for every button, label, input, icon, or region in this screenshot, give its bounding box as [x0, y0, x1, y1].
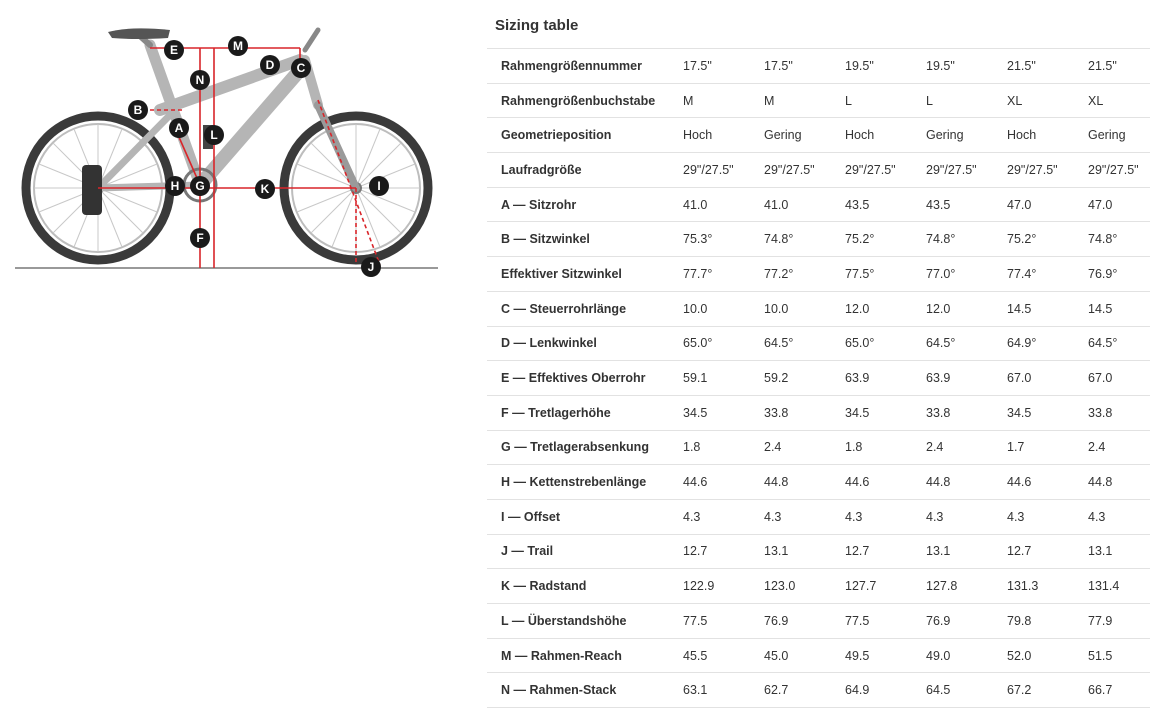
table-row	[487, 534, 1150, 569]
table-cell: 76.9	[926, 604, 1007, 639]
table-cell: 63.9	[845, 361, 926, 396]
table-cell: 49.5	[845, 638, 926, 673]
table-cell: 29"/27.5"	[1007, 153, 1088, 188]
table-cell: 1.8	[845, 430, 926, 465]
table-cell: 63.9	[926, 361, 1007, 396]
table-cell: 29"/27.5"	[764, 153, 845, 188]
table-cell: 43.5	[926, 187, 1007, 222]
table-cell: 75.3°	[683, 222, 764, 257]
table-cell: 63.1	[683, 673, 764, 708]
svg-text:J: J	[367, 260, 375, 274]
table-cell: 4.3	[845, 499, 926, 534]
table-cell: 64.5°	[764, 326, 845, 361]
svg-text:E: E	[169, 43, 179, 57]
svg-text:M: M	[233, 39, 243, 53]
row-label: A — Sitzrohr	[487, 187, 683, 222]
table-cell: 4.3	[1007, 499, 1088, 534]
row-label: H — Kettenstrebenlänge	[487, 465, 683, 500]
row-label: Rahmengrößennummer	[487, 49, 683, 84]
table-cell: 59.1	[683, 361, 764, 396]
row-label: G — Tretlagerabsenkung	[487, 430, 683, 465]
marker-i-icon	[369, 176, 389, 196]
table-cell: 64.5	[926, 673, 1007, 708]
table-cell: 77.9	[1088, 604, 1150, 639]
table-cell: 14.5	[1088, 291, 1150, 326]
row-label: F — Tretlagerhöhe	[487, 395, 683, 430]
table-cell: 1.8	[683, 430, 764, 465]
marker-e-icon	[164, 40, 184, 60]
table-cell: 59.2	[764, 361, 845, 396]
table-cell: 41.0	[764, 187, 845, 222]
table-row	[487, 118, 1150, 153]
table-cell: Hoch	[1007, 118, 1088, 153]
table-cell: 51.5	[1088, 638, 1150, 673]
row-label: D — Lenkwinkel	[487, 326, 683, 361]
table-cell: 4.3	[764, 499, 845, 534]
table-cell: 21.5"	[1088, 49, 1150, 84]
table-cell: 64.5°	[926, 326, 1007, 361]
table-row	[487, 291, 1150, 326]
table-cell: Gering	[926, 118, 1007, 153]
table-cell: 47.0	[1088, 187, 1150, 222]
saddle	[108, 28, 170, 39]
table-cell: 4.3	[1088, 499, 1150, 534]
table-row	[487, 604, 1150, 639]
table-cell: 29"/27.5"	[845, 153, 926, 188]
row-label: Effektiver Sitzwinkel	[487, 257, 683, 292]
table-cell: 44.8	[1088, 465, 1150, 500]
table-row	[487, 430, 1150, 465]
table-cell: 67.2	[1007, 673, 1088, 708]
table-cell: 33.8	[926, 395, 1007, 430]
row-label: Geometrieposition	[487, 118, 683, 153]
table-cell: 19.5"	[926, 49, 1007, 84]
table-cell: 75.2°	[1007, 222, 1088, 257]
table-row	[487, 395, 1150, 430]
rear-derailleur	[82, 165, 102, 215]
table-cell: 10.0	[683, 291, 764, 326]
table-cell: 34.5	[683, 395, 764, 430]
table-cell: 1.7	[1007, 430, 1088, 465]
table-row	[487, 673, 1150, 708]
table-cell: 13.1	[764, 534, 845, 569]
row-label: J — Trail	[487, 534, 683, 569]
table-cell: 12.7	[683, 534, 764, 569]
table-cell: Gering	[1088, 118, 1150, 153]
row-label: B — Sitzwinkel	[487, 222, 683, 257]
table-cell: 43.5	[845, 187, 926, 222]
table-cell: 77.5	[845, 604, 926, 639]
row-label: Laufradgröße	[487, 153, 683, 188]
table-cell: 14.5	[1007, 291, 1088, 326]
table-row	[487, 326, 1150, 361]
table-row	[487, 187, 1150, 222]
table-row	[487, 465, 1150, 500]
table-cell: 49.0	[926, 638, 1007, 673]
table-cell: 66.7	[1088, 673, 1150, 708]
table-cell: 74.8°	[764, 222, 845, 257]
table-cell: 33.8	[764, 395, 845, 430]
table-row	[487, 499, 1150, 534]
table-cell: 12.7	[845, 534, 926, 569]
svg-text:A: A	[174, 121, 184, 135]
table-cell: 33.8	[1088, 395, 1150, 430]
table-cell: 45.5	[683, 638, 764, 673]
table-row	[487, 83, 1150, 118]
table-cell: 4.3	[683, 499, 764, 534]
marker-k-icon	[255, 179, 275, 199]
table-cell: 12.0	[926, 291, 1007, 326]
table-cell: 67.0	[1088, 361, 1150, 396]
table-cell: 64.9°	[1007, 326, 1088, 361]
table-cell: 65.0°	[845, 326, 926, 361]
table-cell: 131.4	[1088, 569, 1150, 604]
table-cell: 77.4°	[1007, 257, 1088, 292]
table-cell: 2.4	[926, 430, 1007, 465]
marker-h-icon	[165, 176, 185, 196]
table-cell: 45.0	[764, 638, 845, 673]
table-cell: XL	[1007, 83, 1088, 118]
table-row	[487, 257, 1150, 292]
svg-text:B: B	[133, 103, 143, 117]
row-label: L — Überstandshöhe	[487, 604, 683, 639]
row-label: C — Steuerrohrlänge	[487, 291, 683, 326]
marker-m-icon	[228, 36, 248, 56]
table-cell: 77.2°	[764, 257, 845, 292]
table-cell: 4.3	[926, 499, 1007, 534]
table-cell: 17.5"	[683, 49, 764, 84]
table-cell: 127.7	[845, 569, 926, 604]
svg-text:K: K	[260, 182, 270, 196]
table-cell: 44.6	[1007, 465, 1088, 500]
table-cell: 75.2°	[845, 222, 926, 257]
table-cell: 77.5°	[845, 257, 926, 292]
table-cell: 47.0	[1007, 187, 1088, 222]
table-cell: M	[764, 83, 845, 118]
table-cell: 76.9°	[1088, 257, 1150, 292]
marker-c-icon	[291, 58, 311, 78]
row-label: K — Radstand	[487, 569, 683, 604]
table-cell: 74.8°	[926, 222, 1007, 257]
table-cell: 67.0	[1007, 361, 1088, 396]
table-cell: 29"/27.5"	[1088, 153, 1150, 188]
table-cell: 34.5	[845, 395, 926, 430]
table-cell: 44.6	[845, 465, 926, 500]
svg-text:D: D	[265, 58, 275, 72]
table-cell: 44.8	[926, 465, 1007, 500]
table-cell: 64.9	[845, 673, 926, 708]
table-cell: 34.5	[1007, 395, 1088, 430]
table-cell: 127.8	[926, 569, 1007, 604]
table-cell: 12.7	[1007, 534, 1088, 569]
svg-text:H: H	[170, 179, 180, 193]
table-cell: 10.0	[764, 291, 845, 326]
table-cell: 29"/27.5"	[926, 153, 1007, 188]
table-cell: 77.0°	[926, 257, 1007, 292]
table-cell: 13.1	[1088, 534, 1150, 569]
svg-text:G: G	[195, 179, 205, 193]
table-row	[487, 638, 1150, 673]
table-row	[487, 361, 1150, 396]
bike-geometry-diagram	[0, 0, 450, 300]
row-label: N — Rahmen-Stack	[487, 673, 683, 708]
table-cell: 77.7°	[683, 257, 764, 292]
table-cell: 122.9	[683, 569, 764, 604]
table-cell: Hoch	[845, 118, 926, 153]
table-cell: 19.5"	[845, 49, 926, 84]
table-cell: XL	[1088, 83, 1150, 118]
marker-f-icon	[190, 228, 210, 248]
marker-g-icon	[190, 176, 210, 196]
table-cell: Hoch	[683, 118, 764, 153]
table-row	[487, 222, 1150, 257]
marker-b-icon	[128, 100, 148, 120]
row-label: M — Rahmen-Reach	[487, 638, 683, 673]
table-cell: 2.4	[764, 430, 845, 465]
row-label: Rahmengrößenbuchstabe	[487, 83, 683, 118]
table-cell: 131.3	[1007, 569, 1088, 604]
table-cell: 76.9	[764, 604, 845, 639]
table-cell: 41.0	[683, 187, 764, 222]
table-cell: L	[926, 83, 1007, 118]
table-cell: 123.0	[764, 569, 845, 604]
row-label: E — Effektives Oberrohr	[487, 361, 683, 396]
row-label: I — Offset	[487, 499, 683, 534]
marker-d-icon	[260, 55, 280, 75]
table-cell: 2.4	[1088, 430, 1150, 465]
marker-n-icon	[190, 70, 210, 90]
svg-text:I: I	[377, 179, 381, 193]
table-cell: 21.5"	[1007, 49, 1088, 84]
marker-a-icon	[169, 118, 189, 138]
table-cell: Gering	[764, 118, 845, 153]
table-row	[487, 569, 1150, 604]
table-cell: 79.8	[1007, 604, 1088, 639]
table-cell: 13.1	[926, 534, 1007, 569]
table-cell: 62.7	[764, 673, 845, 708]
table-cell: 52.0	[1007, 638, 1088, 673]
table-cell: 17.5"	[764, 49, 845, 84]
table-cell: 77.5	[683, 604, 764, 639]
svg-text:N: N	[195, 73, 205, 87]
table-row	[487, 49, 1150, 84]
sizing-table	[487, 48, 1150, 708]
table-cell: M	[683, 83, 764, 118]
svg-text:F: F	[196, 231, 204, 245]
table-cell: 12.0	[845, 291, 926, 326]
table-row	[487, 153, 1150, 188]
table-cell: 65.0°	[683, 326, 764, 361]
table-cell: L	[845, 83, 926, 118]
svg-text:L: L	[210, 128, 218, 142]
table-cell: 29"/27.5"	[683, 153, 764, 188]
marker-l-icon	[204, 125, 224, 145]
svg-text:C: C	[296, 61, 306, 75]
marker-j-icon	[361, 257, 381, 277]
table-cell: 44.8	[764, 465, 845, 500]
table-cell: 44.6	[683, 465, 764, 500]
table-cell: 74.8°	[1088, 222, 1150, 257]
sizing-table-title: Sizing table	[495, 17, 579, 34]
table-cell: 64.5°	[1088, 326, 1150, 361]
